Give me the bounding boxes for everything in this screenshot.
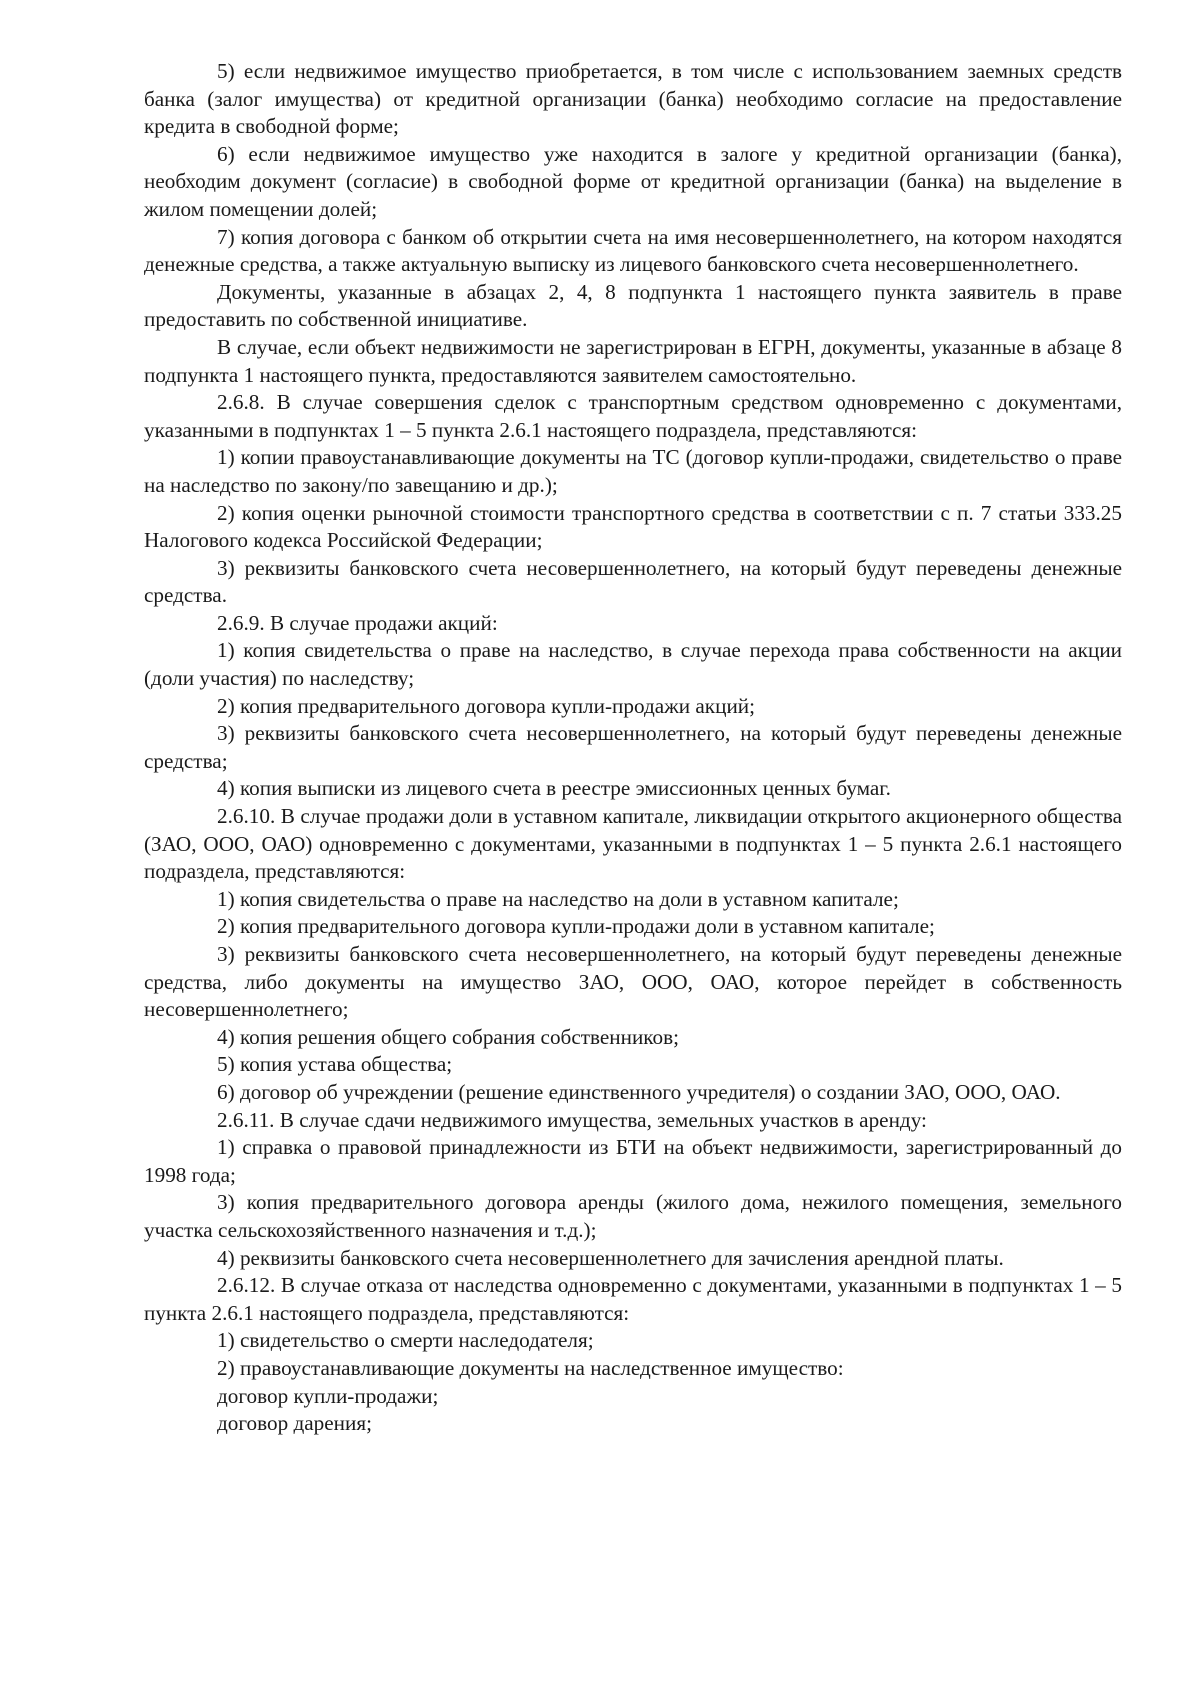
paragraph-9: 3) реквизиты банковского счета несовершеннолетнего, на который будут переведены денежные средства. [144, 555, 1122, 608]
paragraph-16: 1) копия свидетельства о праве на наследство на доли в уставном капитале; [217, 886, 899, 911]
paragraph-22: 2.6.11. В случае сдачи недвижимого имущества, земельных участков в аренду: [217, 1107, 927, 1132]
paragraph-27: 1) свидетельство о смерти наследодателя; [217, 1328, 594, 1353]
paragraph-30: договор дарения; [217, 1411, 372, 1436]
paragraph-28: 2) правоустанавливающие документы на наследственное имущество: [217, 1355, 844, 1380]
paragraph-23: 1) справка о правовой принадлежности из БТИ на объект недвижимости, зарегистрированный до 1998 года; [144, 1135, 1122, 1187]
paragraph-20: 5) копия устава общества; [217, 1052, 453, 1077]
paragraph-7: 1) копии правоустанавливающие документы на ТС (договор купли-продажи, свидетельство о праве на наследство по закону/по завещанию и др.); [144, 445, 1122, 497]
paragraph-10: 2.6.9. В случае продажи акций: [217, 610, 498, 635]
paragraph-12: 2) копия предварительного договора купли-продажи акций; [217, 693, 756, 718]
paragraph-13: 3) реквизиты банковского счета несовершеннолетнего, на который будут переведены денежные средства; [144, 721, 1122, 773]
paragraph-18: 3) реквизиты банковского счета несовершеннолетнего, на который будут переведены денежные средства, либо документы на имущество ЗАО, ООО, ОАО, которое перейдет в собственность несовершеннолетнего; [144, 942, 1122, 1022]
paragraph-29: договор купли-продажи; [217, 1383, 439, 1408]
paragraph-24: 3) копия предварительного договора аренды (жилого дома, нежилого помещения, земельного участка сельскохозяйственного назначения и т.д.); [144, 1190, 1122, 1242]
paragraph-17: 2) копия предварительного договора купли-продажи доли в уставном капитале; [217, 914, 935, 939]
paragraph-3: 7) копия договора с банком об открытии счета на имя несовершеннолетнего, на котором находятся денежные средства, а также актуальную выписку из лицевого банковского счета несовершеннолетнего. [144, 224, 1122, 277]
paragraph-26: 2.6.12. В случае отказа от наследства одновременно с документами, указанными в подпунктах 1 – 5 пункта 2.6.1 настоящего подраздела, представляются: [144, 1273, 1122, 1325]
paragraph-8: 2) копия оценки рыночной стоимости транспортного средства в соответствии с п. 7 статьи 333.25 Налогового кодекса Российской Федерации; [144, 500, 1122, 553]
paragraph-1: 5) если недвижимое имущество приобретается, в том числе с использованием заемных средств банка (залог имущества) от кредитной организации (банка) необходимо согласие на предоставление кредита в свободной форме; [144, 59, 1122, 139]
paragraph-2: 6) если недвижимое имущество уже находится в залоге у кредитной организации (банка), необходим документ (согласие) в свободной форме от кредитной организации (банка) на выделение в жилом помещении долей; [144, 141, 1122, 221]
paragraph-14: 4) копия выписки из лицевого счета в реестре эмиссионных ценных бумаг. [217, 776, 891, 801]
paragraph-21: 6) договор об учреждении (решение единственного учредителя) о создании ЗАО, ООО, ОАО. [217, 1079, 1061, 1104]
paragraph-15: 2.6.10. В случае продажи доли в уставном капитале, ликвидации открытого акционерного общества (ЗАО, ООО, ОАО) одновременно с документами, указанными в подпунктах 1 – 5 пункта 2.6.1 настоящего подраздела, представляются: [144, 804, 1122, 884]
paragraph-25: 4) реквизиты банковского счета несовершеннолетнего для зачисления арендной платы. [217, 1245, 1004, 1270]
paragraph-4: Документы, указанные в абзацах 2, 4, 8 подпункта 1 настоящего пункта заявитель в праве предоставить по собственной инициативе. [144, 279, 1122, 332]
paragraph-19: 4) копия решения общего собрания собственников; [217, 1024, 679, 1049]
paragraph-5: В случае, если объект недвижимости не зарегистрирован в ЕГРН, документы, указанные в абзаце 8 подпункта 1 настоящего пункта, предоставляются заявителем самостоятельно. [144, 334, 1122, 387]
paragraph-11: 1) копия свидетельства о праве на наследство, в случае перехода права собственности на акции (доли участия) по наследству; [144, 638, 1122, 691]
paragraph-6: 2.6.8. В случае совершения сделок с транспортным средством одновременно с документами, указанными в подпунктах 1 – 5 пункта 2.6.1 настоящего подраздела, представляются: [144, 390, 1122, 442]
